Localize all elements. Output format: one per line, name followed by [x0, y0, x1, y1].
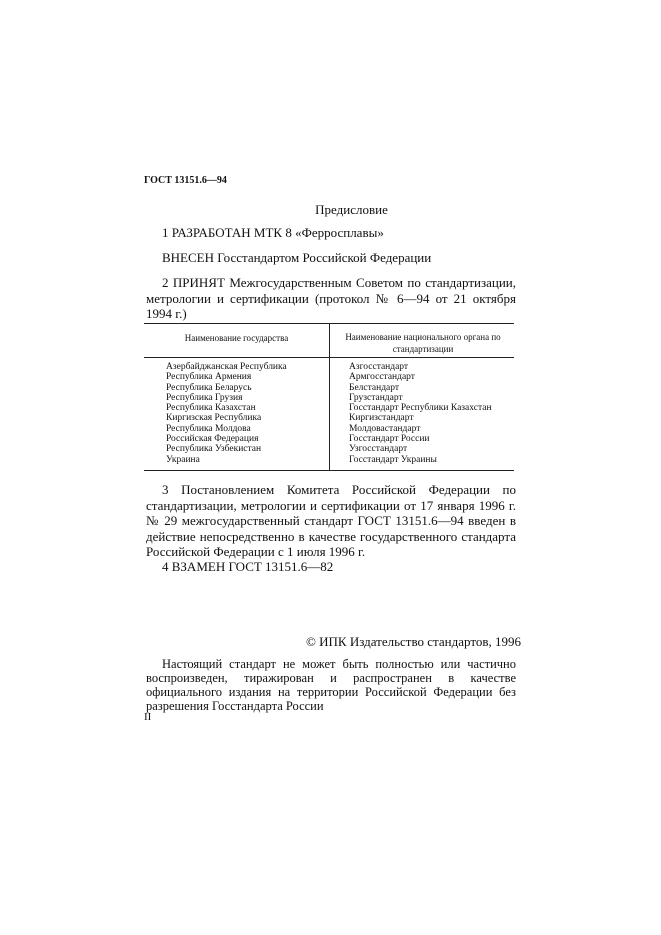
page-number: II [144, 711, 152, 723]
section-3: 3 Постановлением Комитета Российской Федерации по стандартизации, метрологии и сертификации от 17 января 1996 г. № 29 межгосударственный стандарт ГОСТ 13151.6—94 введен в действие непосредственно в качестве государственного стандарта Российской Федерации с 1 июля 1996 г. [146, 482, 516, 559]
column-header-body: Наименование национального органа по стандартизации [345, 332, 501, 354]
table-cell-state: Республика Казахстан [166, 403, 256, 414]
table-cell-body: Азгосстандарт [349, 362, 409, 372]
reproduction-notice: Настоящий стандарт не может быть полностью или частично воспроизведен, тиражирован и распространен в качестве официального издания на территории Российской Федерации без разрешения Госстандарта России [146, 657, 516, 713]
publisher-copyright: © ИПК Издательство стандартов, 1996 [306, 634, 521, 649]
table-cell-body: Грузстандарт [349, 392, 403, 403]
table-cell-body: Киргизстандарт [349, 413, 414, 424]
table-cell-state: Республика Грузия [166, 392, 243, 403]
column-header-state: Наименование государства [184, 333, 289, 343]
table-cell-body: Госстандарт Республики Казахстан [349, 403, 492, 414]
table-cell-state: Республика Армения [166, 372, 252, 383]
table-cell-state: Киргизская Республика [166, 413, 262, 424]
table-column-divider [329, 323, 330, 471]
document-code: ГОСТ 13151.6—94 [144, 175, 227, 186]
section-4: 4 ВЗАМЕН ГОСТ 13151.6—82 [162, 559, 334, 574]
table-cell-body: Госстандарт Украины [349, 454, 437, 465]
table-cell-body: Узгосстандарт [349, 444, 408, 455]
table-cell-state: Украина [166, 454, 200, 465]
section-1: 1 РАЗРАБОТАН МТК 8 «Ферросплавы» [162, 225, 384, 240]
table-cell-state: Республика Узбекистан [166, 444, 262, 455]
table-cell-state: Российская Федерация [166, 434, 259, 445]
standards-table [144, 323, 514, 471]
table-cell-state: Азербайджанская Республика [166, 362, 287, 372]
table-cell-body: Армгосстандарт [349, 372, 415, 383]
section-1-introduced: ВНЕСЕН Госстандартом Российской Федерации [162, 250, 432, 265]
body-column [349, 362, 492, 465]
table-cell-body: Госстандарт России [349, 434, 430, 445]
table-cell-state: Республика Беларусь [166, 382, 252, 393]
table-cell-body: Молдовастандарт [349, 423, 421, 434]
table-cell-body: Белстандарт [349, 382, 400, 393]
page-title: Предисловие [315, 202, 388, 217]
state-column [166, 362, 287, 465]
section-2: 2 ПРИНЯТ Межгосударственным Советом по стандартизации, метрологии и сертификации (протокол № 6—94 от 21 октября 1994 г.) [146, 275, 516, 321]
table-cell-state: Республика Молдова [166, 423, 251, 434]
